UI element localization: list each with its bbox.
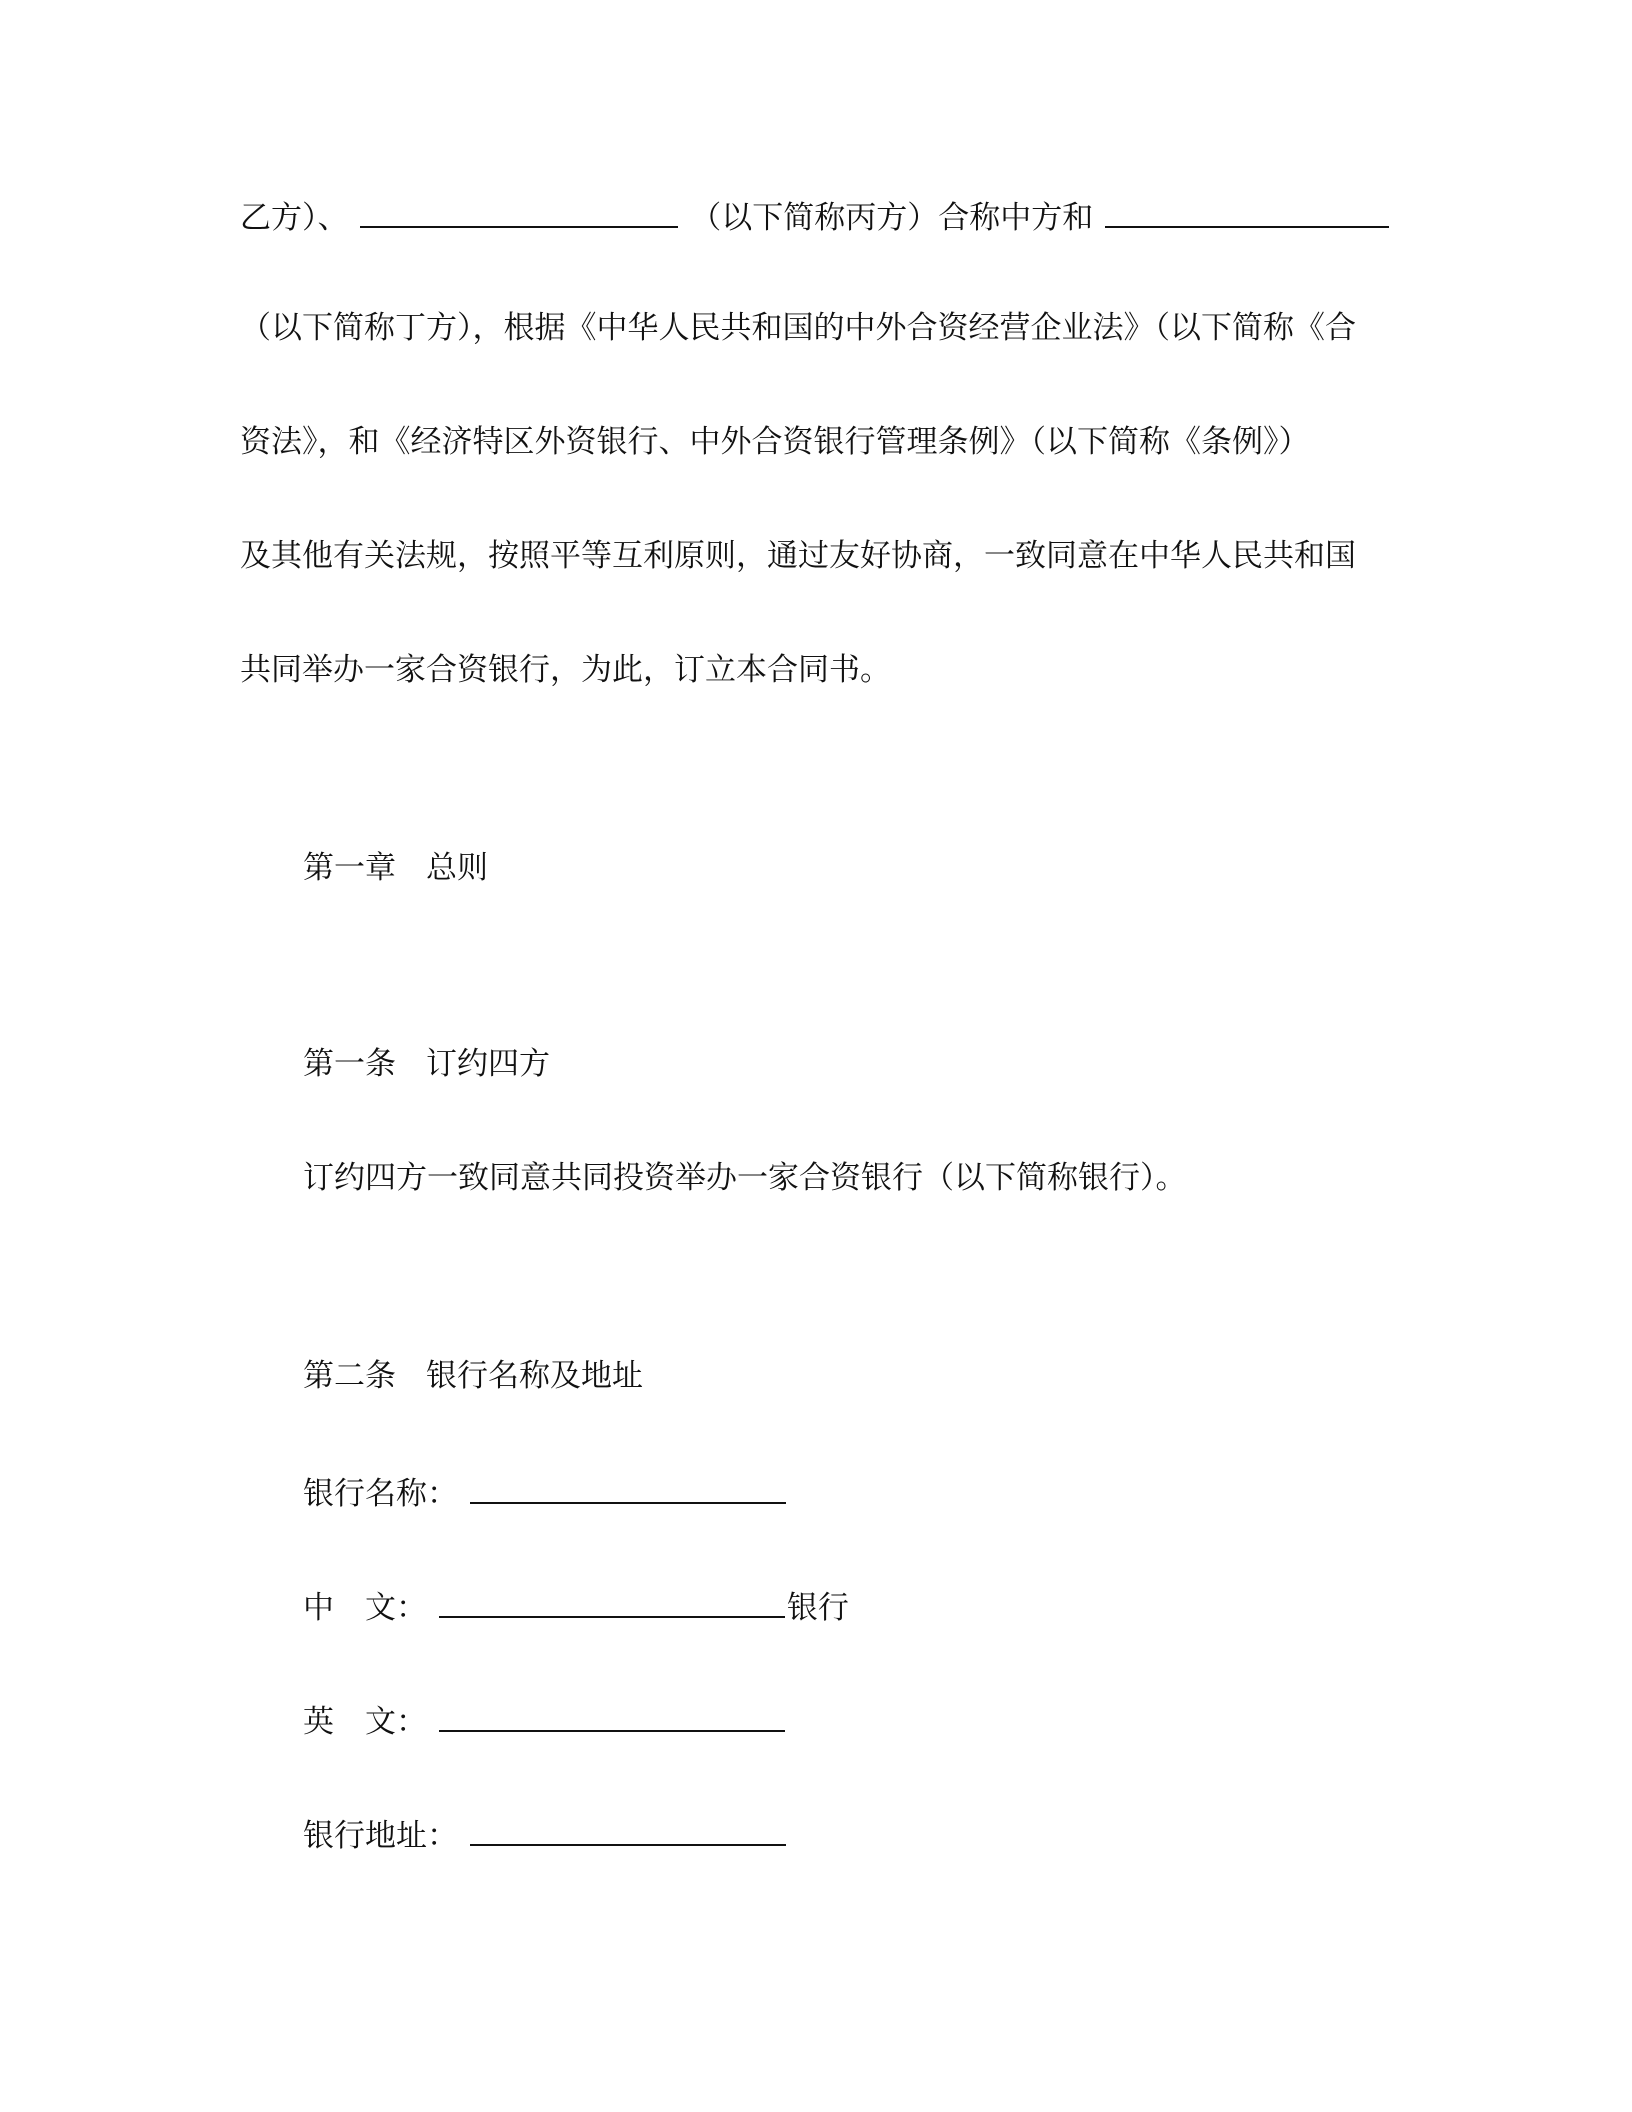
bank-address-field xyxy=(303,1812,788,1852)
chinese-name-suffix: 银行 xyxy=(786,1590,849,1626)
chapter-heading xyxy=(303,848,488,888)
preamble-line-1 xyxy=(240,194,1391,234)
article-1-heading xyxy=(303,1044,550,1084)
article-1-title: 订约四方 xyxy=(426,1046,550,1082)
article-2-title: 银行名称及地址 xyxy=(426,1358,643,1394)
chinese-name-blank[interactable] xyxy=(439,1584,785,1618)
chapter-title: 总则 xyxy=(426,850,488,886)
chinese-name-label: 中 文： xyxy=(303,1590,427,1626)
bank-address-blank[interactable] xyxy=(470,1812,786,1846)
party-d-blank[interactable] xyxy=(1105,194,1389,228)
preamble-line-3: 资法》，和《经济特区外资银行、中外合资银行管理条例》（以下简称《条例》） xyxy=(240,424,1310,460)
english-name-blank[interactable] xyxy=(439,1698,785,1732)
preamble-line-5: 共同举办一家合资银行，为此，订立本合同书。 xyxy=(240,652,891,688)
preamble-line-1-text-a: 乙方）、 xyxy=(240,200,349,236)
article-2-number: 第二条 xyxy=(303,1358,396,1394)
preamble-line-1-text-b: （以下简称丙方）合称中方和 xyxy=(690,200,1094,236)
english-name-label: 英 文： xyxy=(303,1704,427,1740)
bank-name-label: 银行名称： xyxy=(303,1476,458,1512)
bank-name-blank[interactable] xyxy=(470,1470,786,1504)
chapter-number: 第一章 xyxy=(303,850,396,886)
english-name-field xyxy=(303,1698,787,1738)
chinese-name-field xyxy=(303,1584,849,1624)
article-1-body: 订约四方一致同意共同投资举办一家合资银行（以下简称银行）。 xyxy=(303,1160,1187,1196)
bank-address-label: 银行地址： xyxy=(303,1818,458,1854)
party-c-blank[interactable] xyxy=(360,194,678,228)
article-2-heading xyxy=(303,1356,643,1396)
preamble-line-4: 及其他有关法规，按照平等互利原则，通过友好协商，一致同意在中华人民共和国 xyxy=(240,538,1356,574)
article-1-number: 第一条 xyxy=(303,1046,396,1082)
bank-name-field xyxy=(303,1470,788,1510)
preamble-line-2: （以下简称丁方），根据《中华人民共和国的中外合资经营企业法》（以下简称《合 xyxy=(240,310,1356,346)
